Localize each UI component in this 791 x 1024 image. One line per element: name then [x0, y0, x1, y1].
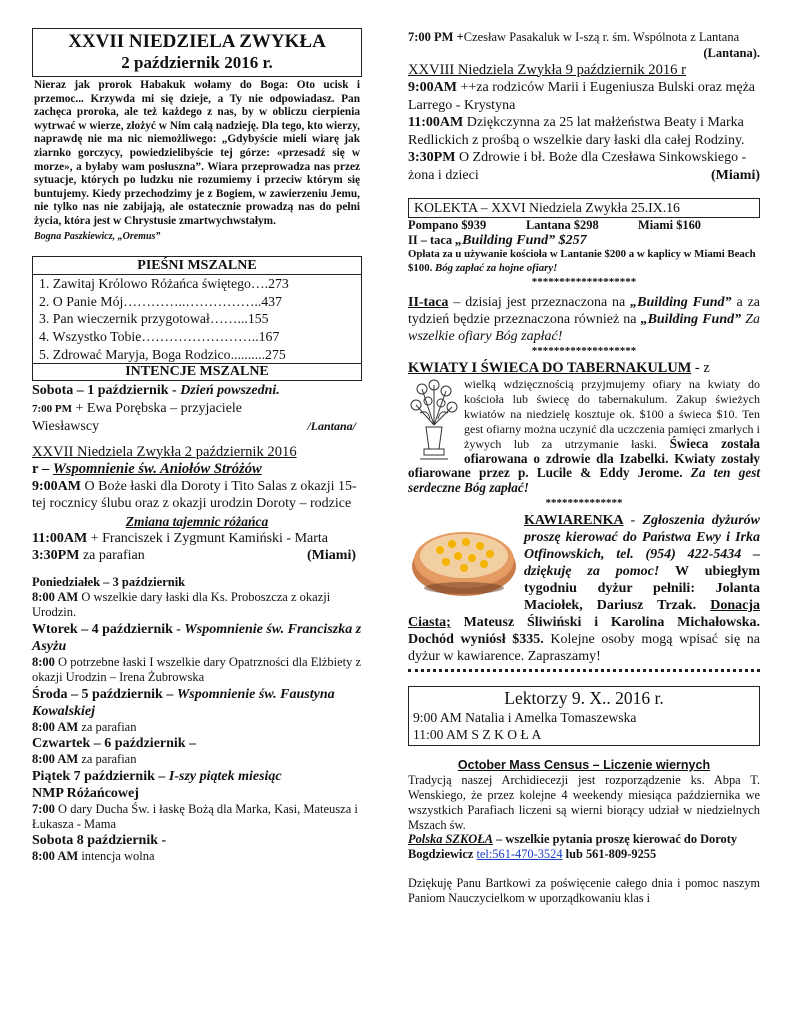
collection-title: KOLEKTA – XXVI Niedziela Zwykła 25.IX.16 — [414, 200, 680, 215]
sunday-head: XXVII Niedziela Zwykła 2 październik 2016 — [32, 443, 297, 460]
songs-box — [32, 256, 362, 381]
saturday-text2: Wiesławscy — [32, 419, 100, 435]
saturday-place: /Lantana/ — [307, 419, 356, 434]
collection-title-box — [408, 198, 760, 218]
collection-body: Pompano $939 Lantana $298 Miami $160 II – taca „Building Fund” $257 Opłata za u używanie kościoła w Lantanie $200 a w kaplicy w Miami Beach $100. Bóg zapłać za hojne ofiary! ******************* — [408, 218, 756, 288]
right-column — [408, 0, 760, 905]
monday-head: Poniedziałek – 3 październik — [32, 574, 186, 589]
song-item: 5. Zdrować Maryja, Boga Rodzico..........275 — [39, 346, 286, 362]
friday-head: Piątek 7 październik – — [32, 768, 169, 784]
lantana-intention: 7:00 PM +Czesław Pasakaluk w I-szą r. śm. Wspólnota z Lantana (Lantana). — [408, 30, 760, 60]
census-title: October Mass Census – Liczenie wiernych — [457, 758, 711, 773]
saturday-intention — [32, 382, 362, 436]
song-item: 2. O Panie Mój…………..……………..437 — [39, 293, 282, 309]
songs-title: PIEŚNI MSZALNE — [33, 257, 361, 275]
cafe-title: KAWIARENKA — [524, 513, 624, 529]
saturday-time: 7:00 PM — [32, 402, 73, 415]
cafe-section: KAWIARENKA - Zgłoszenia dyżurów proszę kierować do Państwa Ewy i Irka Otfinowskich, tel. (954) 422-5434 – dziękuję za pomoc! W ubiegłym tygodniu dyżur pełnili: Jolanta Maciołek, Dariusz Trzak. Donacja Ciasta; Mateusz Śliwiński i Karolina Michałowska. Dochód wyniósł $335. Kolejne osoby mogą wpisać się na dyżur w kawiarence. Zapraszamy! — [408, 513, 760, 665]
wednesday-head: Środa – 5 październik – — [32, 686, 177, 702]
flower-vase-icon — [408, 379, 460, 463]
mass-time: 11:00AM — [32, 531, 88, 547]
rosary-change: Zmiana tajemnic różańca — [125, 513, 269, 529]
readers-box: Lektorzy 9. X.. 2016 r. 9:00 AM Natalia i Amelka Tomaszewska 11:00 AM S Z K O Ł A — [408, 686, 760, 746]
next-sunday-head: XXVIII Niedziela Zwykła 9 październik 2016 r — [408, 61, 686, 78]
song-item: 4. Wszystko Tobie……………………..167 — [39, 328, 280, 344]
mass-time: 3:30PM — [32, 548, 80, 564]
second-collection: II-taca – dzisiaj jest przeznaczona na „Building Fund” a za tydzień będzie przeznaczona również na „Building Fund” Za wszelkie ofiary Bóg zapłać! ******************* — [408, 295, 760, 357]
saturday-head-italic: Dzień powszedni. — [180, 383, 280, 399]
saturday-head: Sobota – 1 październik - — [32, 383, 181, 399]
mass-place: (Miami) — [307, 548, 356, 564]
left-column — [32, 0, 362, 865]
intentions-title: INTENCJE MSZALNE — [33, 363, 361, 380]
reflection-text — [32, 79, 362, 243]
saturday-text: + Ewa Porębska – przyjaciele — [72, 400, 243, 416]
flowers-text: wielką wdzięcznością przyjmujemy ofiary na kwiaty do kościoła lub świecę do tabernakulum. Zakup świeżych kwiatów na niedzielę kosztuje ok. $100 a świeca $10. Ten gest ofiarny można uczynić dla uczczenia pamięci zmarłych i żywych lub za utrzymanie łaski. Świeca została ofiarowana o zdrowie dla Izabelki. Kwiaty zostały ofiarowane przez p. Lucile & Eddy Jerome. Za ten gest serdeczne Bóg zapłać! — [408, 377, 760, 496]
song-item: 1. Zawitaj Królowo Różańca świętego….273 — [39, 276, 289, 292]
census-section: October Mass Census – Liczenie wiernych Tradycją naszej Archidiecezji jest rozporządzenie ks. Abpa T. Wenskiego, że przez kolejne 4 weekendy miesiąca października we wszystkich Parafiach liczeni są wierni biorący udział w niedzielnych Mszach św. Polska SZKOŁA – wszelkie pytania proszę kierować do Doroty Bogdziewicz tel:561-470-3524 lub 561-809-9255 Dziękuję Panu Bartkowi za poświęcenie całego dnia i pomoc naszym Paniom Nauczycielkom w uporządkowaniu klas i — [408, 758, 760, 905]
page-date: 2 październik 2016 r. — [121, 53, 273, 72]
weekday-intentions: Poniedziałek – 3 październik 8:00 AM O wszelkie dary łaski dla Ks. Proboszcza z okazji Urodzin. Wtorek – 4 październik - Wspomnienie św. Franciszka z Asyżu 8:00 O potrzebne łaski I wszelkie dary Opatrzności dla Elżbiety z okazji Urodzin – Irena Żubrowska Środa – 5 październik – Wspomnienie św. Faustyna Kowalskiej 8:00 AM za parafian Czwartek – 6 październik – 8:00 AM za parafian Piątek 7 październik – I-szy piątek miesiąc NMP Różańcowej 7:00 O dary Ducha Św. i łaskę Bożą dla Marka, Kasi, Mateusza i Łukasza - Mama Sobota 8 październik - 8:00 AM intencja wolna — [32, 574, 362, 864]
sunday-sub: Wspomnienie św. Aniołów Stróżów — [52, 460, 262, 477]
flowers-title: KWIATY I ŚWIECA DO TABERNAKULUM — [408, 360, 692, 376]
sunday-intentions: XXVII Niedziela Zwykła 2 październik 2016 r – Wspomnienie św. Aniołów Stróżów 9:00AM O Boże łaski dla Doroty i Tito Salas z okazji 15-tej rocznicy ślubu oraz z okazji urodzin Doroty – rodzice Zmiana tajemnic różańca 11:00AM + Franciszek i Zygmunt Kamiński - Marta 3:30PM za parafian (Miami) — [32, 444, 362, 565]
header-box — [32, 28, 362, 77]
tuesday-head: Wtorek – 4 październik — [32, 621, 177, 637]
song-item: 3. Pan wieczernik przygotował……...155 — [39, 311, 269, 327]
divider — [408, 669, 760, 672]
reflection-author: Bogna Paszkiewicz, „Oremus” — [34, 230, 161, 242]
readers-title: Lektorzy 9. X.. 2016 r. — [504, 688, 664, 709]
school-phone-link[interactable]: tel:561-470-3524 — [476, 847, 563, 862]
mass-time: 9:00AM — [32, 479, 81, 495]
next-sunday: XXVIII Niedziela Zwykła 9 październik 2016 r 9:00AM ++za rodziców Marii i Eugeniusza Bulski oraz męża Larrego - Krystyna 11:00AM Dziękczynna za 25 lat małżeństwa Beaty i Marka Redlickich z prośbą o wszelkie dary łaski dla całej Rodziny. 3:30PM O Zdrowie i bł. Boże dla Czesława Sinkowskiego - żona i dzieci (Miami) — [408, 61, 760, 183]
reflection-body: Nieraz jak prorok Habakuk wołamy do Boga: Oto ucisk i przemoc... Krzywda mi się dzieje, a Ty nie odpowiadasz. Pan zachęca proroka, ale też każdego z nas, by w obliczu cierpienia wytrwać w wierze, złożyć w Nim całą nadzieję. Dla tego, kto wierzy, naprawdę nie ma nic niemożliwego: „Gdybyście mieli wiarę jak ziarnko gorczycy, powiedzielibyście tej górze: «przesadź się w morze», a byłaby wam posłuszna”. Wiara przeprowadza nas przez sytuacje, których po ludzku nie rozumiemy i przeciw którym się buntujemy. Kiedy przechodzimy je z Bogiem, w zawierzeniu Jemu, nie tylko nas nie zabijają, ale ostatecznie prowadzą nas do pełni życia, która jest w Chrystusie zmartwychwstałym. — [34, 79, 360, 227]
mass-text: za parafian — [79, 548, 145, 564]
thursday-head: Czwartek – 6 październik – — [32, 736, 197, 752]
mass-text: + Franciszek i Zygmunt Kamiński - Marta — [87, 531, 329, 547]
page-title: XXVII NIEDZIELA ZWYKŁA — [68, 31, 326, 52]
songs-list — [33, 275, 361, 363]
flowers-section: KWIATY I ŚWIECA DO TABERNAKULUM - z wielką wdzięcznością przyjmujemy ofiary na kwiaty do kościoła lub świecę do tabernakulum. Zakup świeżych kwiatów na niedzielę kosztuje ok. $100 a świeca $10. Ten gest ofiarny można uczynić dla uczczenia pamięci zmarłych i żywych lub za utrzymanie łaski. Świeca została ofiarowana o zdrowie dla Izabelki. Kwiaty zostały ofiarowane przez p. Lucile & Eddy Jerome. Za ten gest serdeczne Bóg zapłać! ************** — [408, 360, 760, 510]
cake-image — [410, 514, 518, 602]
mass-text: O Boże łaski dla Doroty i Tito Salas z okazji 15-tej rocznicy ślubu oraz z okazji urodzin Doroty – rodzice — [32, 479, 357, 512]
saturday8-head: Sobota 8 październik - — [32, 833, 167, 849]
